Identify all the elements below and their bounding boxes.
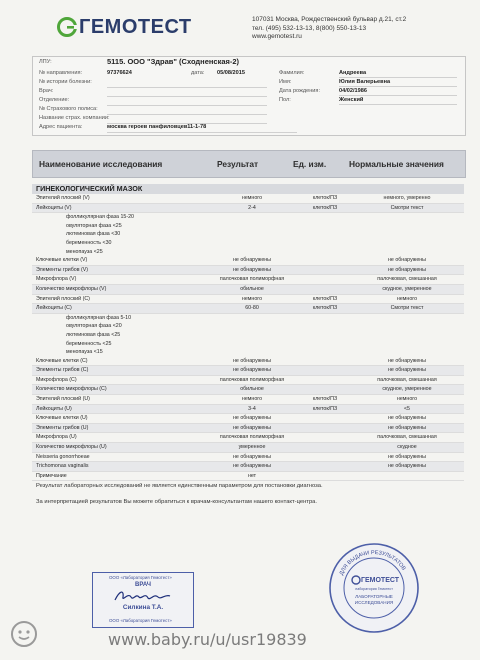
cell-result: 60-80	[245, 305, 259, 312]
cell-result: не обнаружены	[232, 367, 271, 374]
phone-line: тел. (495) 532-13-13, 8(800) 550-13-13	[252, 24, 367, 32]
cell-norm: не обнаружены	[387, 463, 426, 470]
table-row	[32, 376, 464, 386]
cell-result: обильное	[240, 285, 264, 292]
table-row	[32, 357, 464, 367]
stamp-center-line: ЛАБОРАТОРНЫЕ	[355, 594, 393, 599]
date-value: 05/08/2015	[217, 70, 245, 76]
doctor-stamp	[92, 572, 194, 628]
table-row	[32, 266, 464, 276]
stamp-ring-text: ДЛЯ ВЫДАЧИ РЕЗУЛЬТАТОВ	[338, 549, 407, 577]
cell-result: не обнаружены	[232, 453, 271, 460]
stamp-top-text: ООО «Лаборатория Гемотест»	[109, 575, 172, 580]
cell-norm: палочковая, смешанная	[377, 376, 437, 383]
cell-norm: немного	[396, 396, 418, 403]
lab-address	[252, 16, 462, 42]
cell-test-name: Эпителий плоский (С)	[36, 295, 90, 302]
cell-norm: немного	[396, 295, 418, 302]
cell-test-name: Элементы грибов (U)	[36, 424, 89, 431]
doctor-signature-icon	[112, 588, 174, 604]
stamp-center-line: ИССЛЕДОВАНИЯ	[354, 600, 394, 605]
cell-norm: не обнаружены	[387, 357, 426, 364]
order-label: № направления:	[39, 70, 83, 76]
cell-unit: клеток/ПЗ	[312, 405, 338, 412]
order-value: 97376624	[107, 70, 132, 76]
col-header-unit: Ед. изм.	[293, 159, 327, 169]
table-row	[32, 204, 464, 214]
stamp-doctor-block	[107, 582, 179, 618]
name-label: Имя:	[279, 79, 292, 85]
baby-ru-watermark-icon	[8, 618, 40, 650]
birthdate-value: 04/02/1986	[339, 88, 367, 94]
cell-test-name: Trichomonas vaginalis	[36, 463, 89, 470]
cell-unit: клеток/ПЗ	[312, 195, 338, 201]
cell-test-name: менопауза <15	[66, 349, 103, 356]
cell-unit: клеток/ПЗ	[312, 204, 338, 211]
cell-norm: Смотри текст	[390, 204, 424, 211]
logo-text: ГЕМОТЕСТ	[79, 15, 192, 38]
cell-unit: клеток/ПЗ	[312, 305, 338, 312]
reference-range-row	[32, 322, 464, 331]
cell-norm: не обнаружены	[387, 266, 426, 273]
cell-result: не обнаружены	[232, 357, 271, 364]
table-row	[32, 256, 464, 266]
cell-test-name: фолликулярная фаза 5-10	[66, 314, 132, 321]
table-row	[32, 366, 464, 376]
surname-value: Андреева	[339, 70, 367, 76]
cell-result: умеренное	[238, 444, 266, 451]
table-row	[32, 275, 464, 285]
cell-test-name: Ключевые клетки (С)	[36, 357, 88, 364]
reference-range-row	[32, 230, 464, 239]
cell-norm: не обнаружены	[387, 257, 426, 264]
cell-test-name: Эпителий плоский (V)	[36, 195, 90, 201]
note-line: Результат лабораторных исследований не является единственным параметром для постановки диагноза.	[36, 483, 323, 489]
cell-test-name: Ключевые клетки (U)	[36, 415, 88, 422]
history-label: № истории болезни:	[39, 79, 92, 85]
sex-label: Пол:	[279, 97, 291, 103]
cell-test-name: Ключевые клетки (V)	[36, 257, 88, 264]
stamp-doctor-name: Силкина Т.А.	[122, 604, 164, 611]
patient-info-box	[32, 56, 466, 136]
reference-range-row	[32, 222, 464, 231]
cell-norm: не обнаружены	[387, 453, 426, 460]
table-row	[32, 462, 464, 472]
reference-range-row	[32, 348, 464, 357]
cell-test-name: Лейкоциты (U)	[36, 405, 72, 412]
table-row	[32, 385, 464, 395]
cell-norm: скудное, умеренное	[382, 285, 432, 292]
cell-norm: Смотри текст	[390, 305, 424, 312]
note-line: За интерпретацией результатов Вы можете обратиться к врачам-консультантам нашего контакт-центра.	[36, 499, 317, 505]
col-header-name: Наименование исследования	[39, 159, 163, 169]
col-header-norm: Нормальные значения	[349, 159, 444, 169]
cell-result: немного	[241, 396, 263, 403]
birthdate-label: Дата рождения:	[279, 88, 321, 94]
cell-result: палочковая полиморфная	[219, 376, 285, 383]
reference-range-row	[32, 331, 464, 340]
lpu-value: 5115. ООО "Здрав" (Сходненская-2)	[107, 57, 240, 66]
cell-test-name: лютеиновая фаза <30	[66, 231, 121, 238]
cell-result: палочковая полиморфная	[219, 276, 285, 283]
date-label: дата:	[191, 70, 205, 76]
lab-round-stamp	[326, 540, 422, 636]
cell-test-name: Примечание	[36, 472, 67, 479]
cell-result: обильное	[240, 386, 264, 393]
cell-unit: клеток/ПЗ	[312, 295, 338, 302]
cell-test-name: лютеиновая фаза <25	[66, 331, 121, 338]
table-row	[32, 424, 464, 434]
cell-result: не обнаружены	[232, 463, 271, 470]
reference-range-row	[32, 248, 464, 257]
table-row	[32, 453, 464, 463]
report-notes	[36, 478, 456, 510]
cell-result: не обнаружены	[232, 257, 271, 264]
cell-norm: не обнаружены	[387, 367, 426, 374]
address-line: 107031 Москва, Рождественский бульвар д.21, ст.2	[252, 16, 407, 23]
results-table-header	[32, 150, 466, 178]
table-row	[32, 443, 464, 453]
cell-norm: не обнаружены	[387, 415, 426, 422]
sex-value: Женский	[339, 97, 364, 103]
website-line: www.gemotest.ru	[252, 33, 302, 40]
cell-result: не обнаружены	[232, 266, 271, 273]
gemotest-logo-icon	[56, 16, 78, 38]
lpu-label: ЛПУ:	[39, 59, 52, 65]
gemotest-logo	[56, 14, 192, 40]
reference-range-row	[32, 340, 464, 349]
cell-test-name: овуляторная фаза <25	[66, 222, 122, 229]
cell-norm: палочковая, смешанная	[377, 276, 437, 283]
cell-test-name: овуляторная фаза <20	[66, 323, 122, 330]
stamp-doctor-label: ВРАЧ	[135, 582, 151, 588]
table-row	[32, 295, 464, 305]
cell-test-name: Эпителий плоский (U)	[36, 396, 90, 403]
table-row	[32, 395, 464, 405]
cell-test-name: Микрофлора (U)	[36, 434, 77, 441]
cell-test-name: Элементы грибов (С)	[36, 367, 89, 374]
reference-range-row	[32, 213, 464, 222]
table-row	[32, 304, 464, 314]
address-value: москва героев панфиловцев11-1-78	[107, 124, 207, 130]
surname-label: Фамилия:	[279, 70, 305, 76]
table-row	[32, 194, 464, 204]
cell-test-name: Микрофлора (С)	[36, 376, 77, 383]
cell-test-name: Количество микрофлоры (С)	[36, 386, 107, 393]
cell-result: не обнаружены	[232, 415, 271, 422]
cell-test-name: беременность <30	[66, 239, 112, 246]
cell-result: палочковая полиморфная	[219, 434, 285, 441]
cell-norm: <5	[403, 405, 411, 412]
cell-norm: немного, умеренно	[383, 195, 431, 201]
cell-test-name: беременность <25	[66, 340, 112, 347]
cell-test-name: фолликулярная фаза 15-20	[66, 214, 134, 221]
cell-test-name: Количество микрофлоры (V)	[36, 285, 107, 292]
cell-test-name: Neisseria gonorrhoeae	[36, 453, 90, 460]
cell-test-name: Лейкоциты (V)	[36, 204, 72, 211]
doctor-label: Врач:	[39, 88, 54, 94]
stamp-sub-text: лаборатория Гемотест	[355, 587, 393, 591]
cell-result: нет	[247, 472, 257, 479]
policy-label: № Страхового полиса:	[39, 106, 98, 112]
stamp-logo-text: ГЕМОТЕСТ	[361, 577, 400, 584]
cell-test-name: Количество микрофлоры (U)	[36, 444, 107, 451]
section-title: ГИНЕКОЛОГИЧЕСКИЙ МАЗОК	[32, 184, 464, 194]
stamp-bottom-text: ООО «Лаборатория Гемотест»	[109, 618, 172, 623]
name-value: Юлия Валерьевна	[339, 79, 391, 85]
cell-norm: скудное, умеренное	[382, 386, 432, 393]
cell-result: немного	[241, 195, 263, 201]
cell-unit: клеток/ПЗ	[312, 396, 338, 403]
table-row	[32, 285, 464, 295]
cell-norm: скудное	[397, 444, 417, 451]
cell-result: не обнаружены	[232, 424, 271, 431]
col-header-result: Результат	[217, 159, 259, 169]
table-row	[32, 405, 464, 415]
address-label: Адрес пациента:	[39, 124, 83, 130]
cell-result: 3-4	[248, 405, 256, 412]
insurer-label: Название страх. компании:	[39, 115, 110, 121]
reference-range-row	[32, 239, 464, 248]
table-row	[32, 414, 464, 424]
cell-result: 2-4	[248, 204, 256, 211]
results-table-body	[32, 194, 464, 481]
cell-norm: не обнаружены	[387, 424, 426, 431]
cell-norm: палочковая, смешанная	[377, 434, 437, 441]
cell-test-name: Элементы грибов (V)	[36, 266, 89, 273]
reference-range-row	[32, 314, 464, 323]
table-row	[32, 433, 464, 443]
cell-result: немного	[241, 295, 263, 302]
cell-test-name: менопауза <25	[66, 248, 103, 255]
watermark-url: www.baby.ru/u/usr19839	[108, 630, 307, 649]
cell-test-name: Микрофлора (V)	[36, 276, 77, 283]
department-label: Отделение:	[39, 97, 70, 103]
cell-test-name: Лейкоциты (С)	[36, 305, 72, 312]
